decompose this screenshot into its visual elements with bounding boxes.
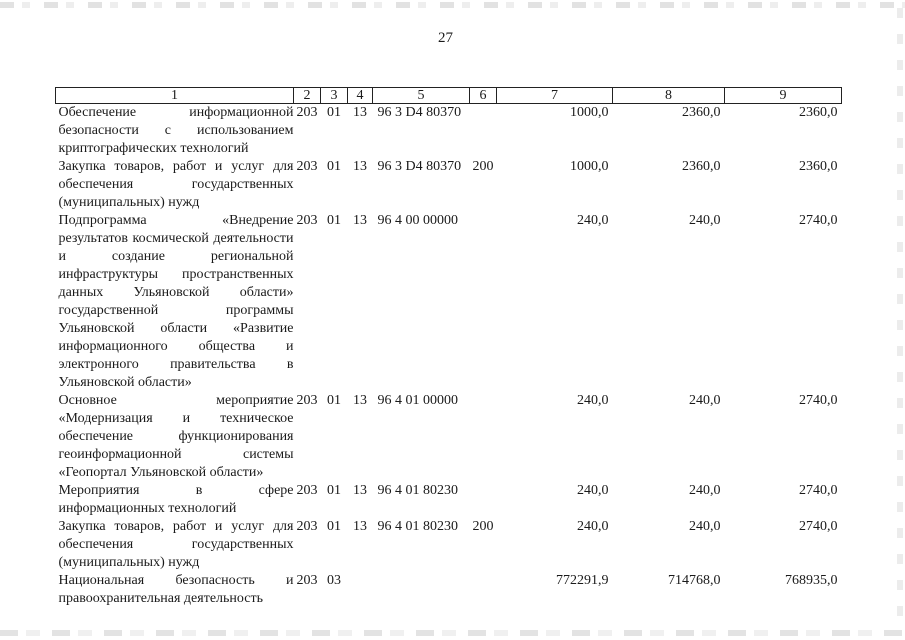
- row-ministry: 203: [296, 573, 318, 588]
- row-subsection: 13: [353, 159, 367, 174]
- row-value-2: 2360,0: [682, 159, 721, 174]
- row-section: 01: [327, 483, 341, 498]
- row-target-code: 96 3 D4 80370: [377, 159, 462, 174]
- row-ministry: 203: [296, 159, 318, 174]
- row-value-1: 1000,0: [570, 159, 609, 174]
- table-row: [56, 158, 842, 212]
- row-section: 01: [327, 393, 341, 408]
- table-row: [56, 518, 842, 572]
- row-expense-type: [470, 104, 497, 159]
- table-header: [56, 88, 842, 104]
- scan-edge-right: [897, 8, 903, 628]
- row-value-1: 772291,9: [556, 573, 609, 588]
- row-section: 01: [327, 519, 341, 534]
- row-subsection: 13: [353, 393, 367, 408]
- header-col-5: 5: [373, 88, 470, 104]
- row-value-1: 240,0: [577, 393, 609, 408]
- row-expense-type: 200: [472, 519, 494, 534]
- row-target-code: 96 4 01 00000: [377, 393, 458, 408]
- row-subsection: 13: [353, 213, 367, 228]
- row-ministry: 203: [296, 213, 318, 228]
- row-expense-type: [470, 392, 497, 482]
- header-col-2: 2: [294, 88, 321, 104]
- row-value-3: 2360,0: [799, 159, 838, 174]
- scan-edge-bottom: [0, 630, 905, 636]
- row-value-1: 240,0: [577, 519, 609, 534]
- row-target-code: 96 3 D4 80370: [377, 105, 462, 120]
- table-body: [56, 104, 842, 609]
- header-col-3: 3: [321, 88, 348, 104]
- table-row: [56, 572, 842, 608]
- row-value-2: 240,0: [689, 393, 721, 408]
- page-number: 27: [438, 30, 453, 46]
- row-value-3: 2360,0: [799, 105, 838, 120]
- row-expense-type: [470, 482, 497, 518]
- header-col-7: 7: [497, 88, 613, 104]
- row-ministry: 203: [296, 519, 318, 534]
- row-name: Основное мероприятие «Модернизация и техническое обеспечение функционирования геоинформационной системы «Геопортал Ульяновской области»: [58, 393, 294, 480]
- header-col-6: 6: [470, 88, 497, 104]
- row-value-3: 2740,0: [799, 483, 838, 498]
- row-section: 01: [327, 105, 341, 120]
- row-subsection: 13: [353, 105, 367, 120]
- row-expense-type: [470, 572, 497, 608]
- row-value-2: 240,0: [689, 213, 721, 228]
- table-row: [56, 104, 842, 159]
- row-value-2: 240,0: [689, 483, 721, 498]
- table-row: [56, 212, 842, 392]
- row-ministry: 203: [296, 483, 318, 498]
- row-ministry: 203: [296, 393, 318, 408]
- row-value-1: 1000,0: [570, 105, 609, 120]
- header-col-8: 8: [613, 88, 725, 104]
- row-name: Национальная безопасность и правоохранительная деятельность: [58, 573, 294, 606]
- row-target-code: [373, 572, 470, 608]
- header-col-4: 4: [348, 88, 373, 104]
- table-row: [56, 392, 842, 482]
- row-expense-type: [470, 212, 497, 392]
- row-name: Мероприятия в сфере информационных технологий: [58, 483, 294, 516]
- row-expense-type: 200: [472, 159, 494, 174]
- header-col-1: 1: [56, 88, 294, 104]
- row-target-code: 96 4 01 80230: [377, 483, 458, 498]
- row-value-2: 240,0: [689, 519, 721, 534]
- row-subsection: [348, 572, 373, 608]
- row-subsection: 13: [353, 519, 367, 534]
- row-value-3: 2740,0: [799, 393, 838, 408]
- row-name: Обеспечение информационной безопасности с использованием криптографических технологий: [58, 105, 294, 156]
- budget-table: [55, 87, 842, 608]
- row-value-2: 714768,0: [668, 573, 721, 588]
- scan-edge-top: [0, 2, 905, 8]
- row-value-3: 768935,0: [785, 573, 838, 588]
- row-value-3: 2740,0: [799, 519, 838, 534]
- row-name: Закупка товаров, работ и услуг для обеспечения государственных (муниципальных) нужд: [58, 519, 294, 570]
- row-value-1: 240,0: [577, 483, 609, 498]
- row-subsection: 13: [353, 483, 367, 498]
- row-name: Закупка товаров, работ и услуг для обеспечения государственных (муниципальных) нужд: [58, 159, 294, 210]
- row-section: 03: [327, 573, 341, 588]
- row-target-code: 96 4 01 80230: [377, 519, 458, 534]
- header-row: [56, 88, 842, 104]
- row-target-code: 96 4 00 00000: [377, 213, 458, 228]
- row-section: 01: [327, 159, 341, 174]
- row-section: 01: [327, 213, 341, 228]
- row-value-1: 240,0: [577, 213, 609, 228]
- row-name: Подпрограмма «Внедрение результатов космической деятельности и создание региональной инфраструктуры пространственных данных Ульяновской области» государственной программы Ульяновской области «Развитие информационного общества и электронного правительства в Ульяновской области»: [58, 213, 294, 390]
- row-ministry: 203: [296, 105, 318, 120]
- row-value-3: 2740,0: [799, 213, 838, 228]
- header-col-9: 9: [725, 88, 842, 104]
- table-row: [56, 482, 842, 518]
- row-value-2: 2360,0: [682, 105, 721, 120]
